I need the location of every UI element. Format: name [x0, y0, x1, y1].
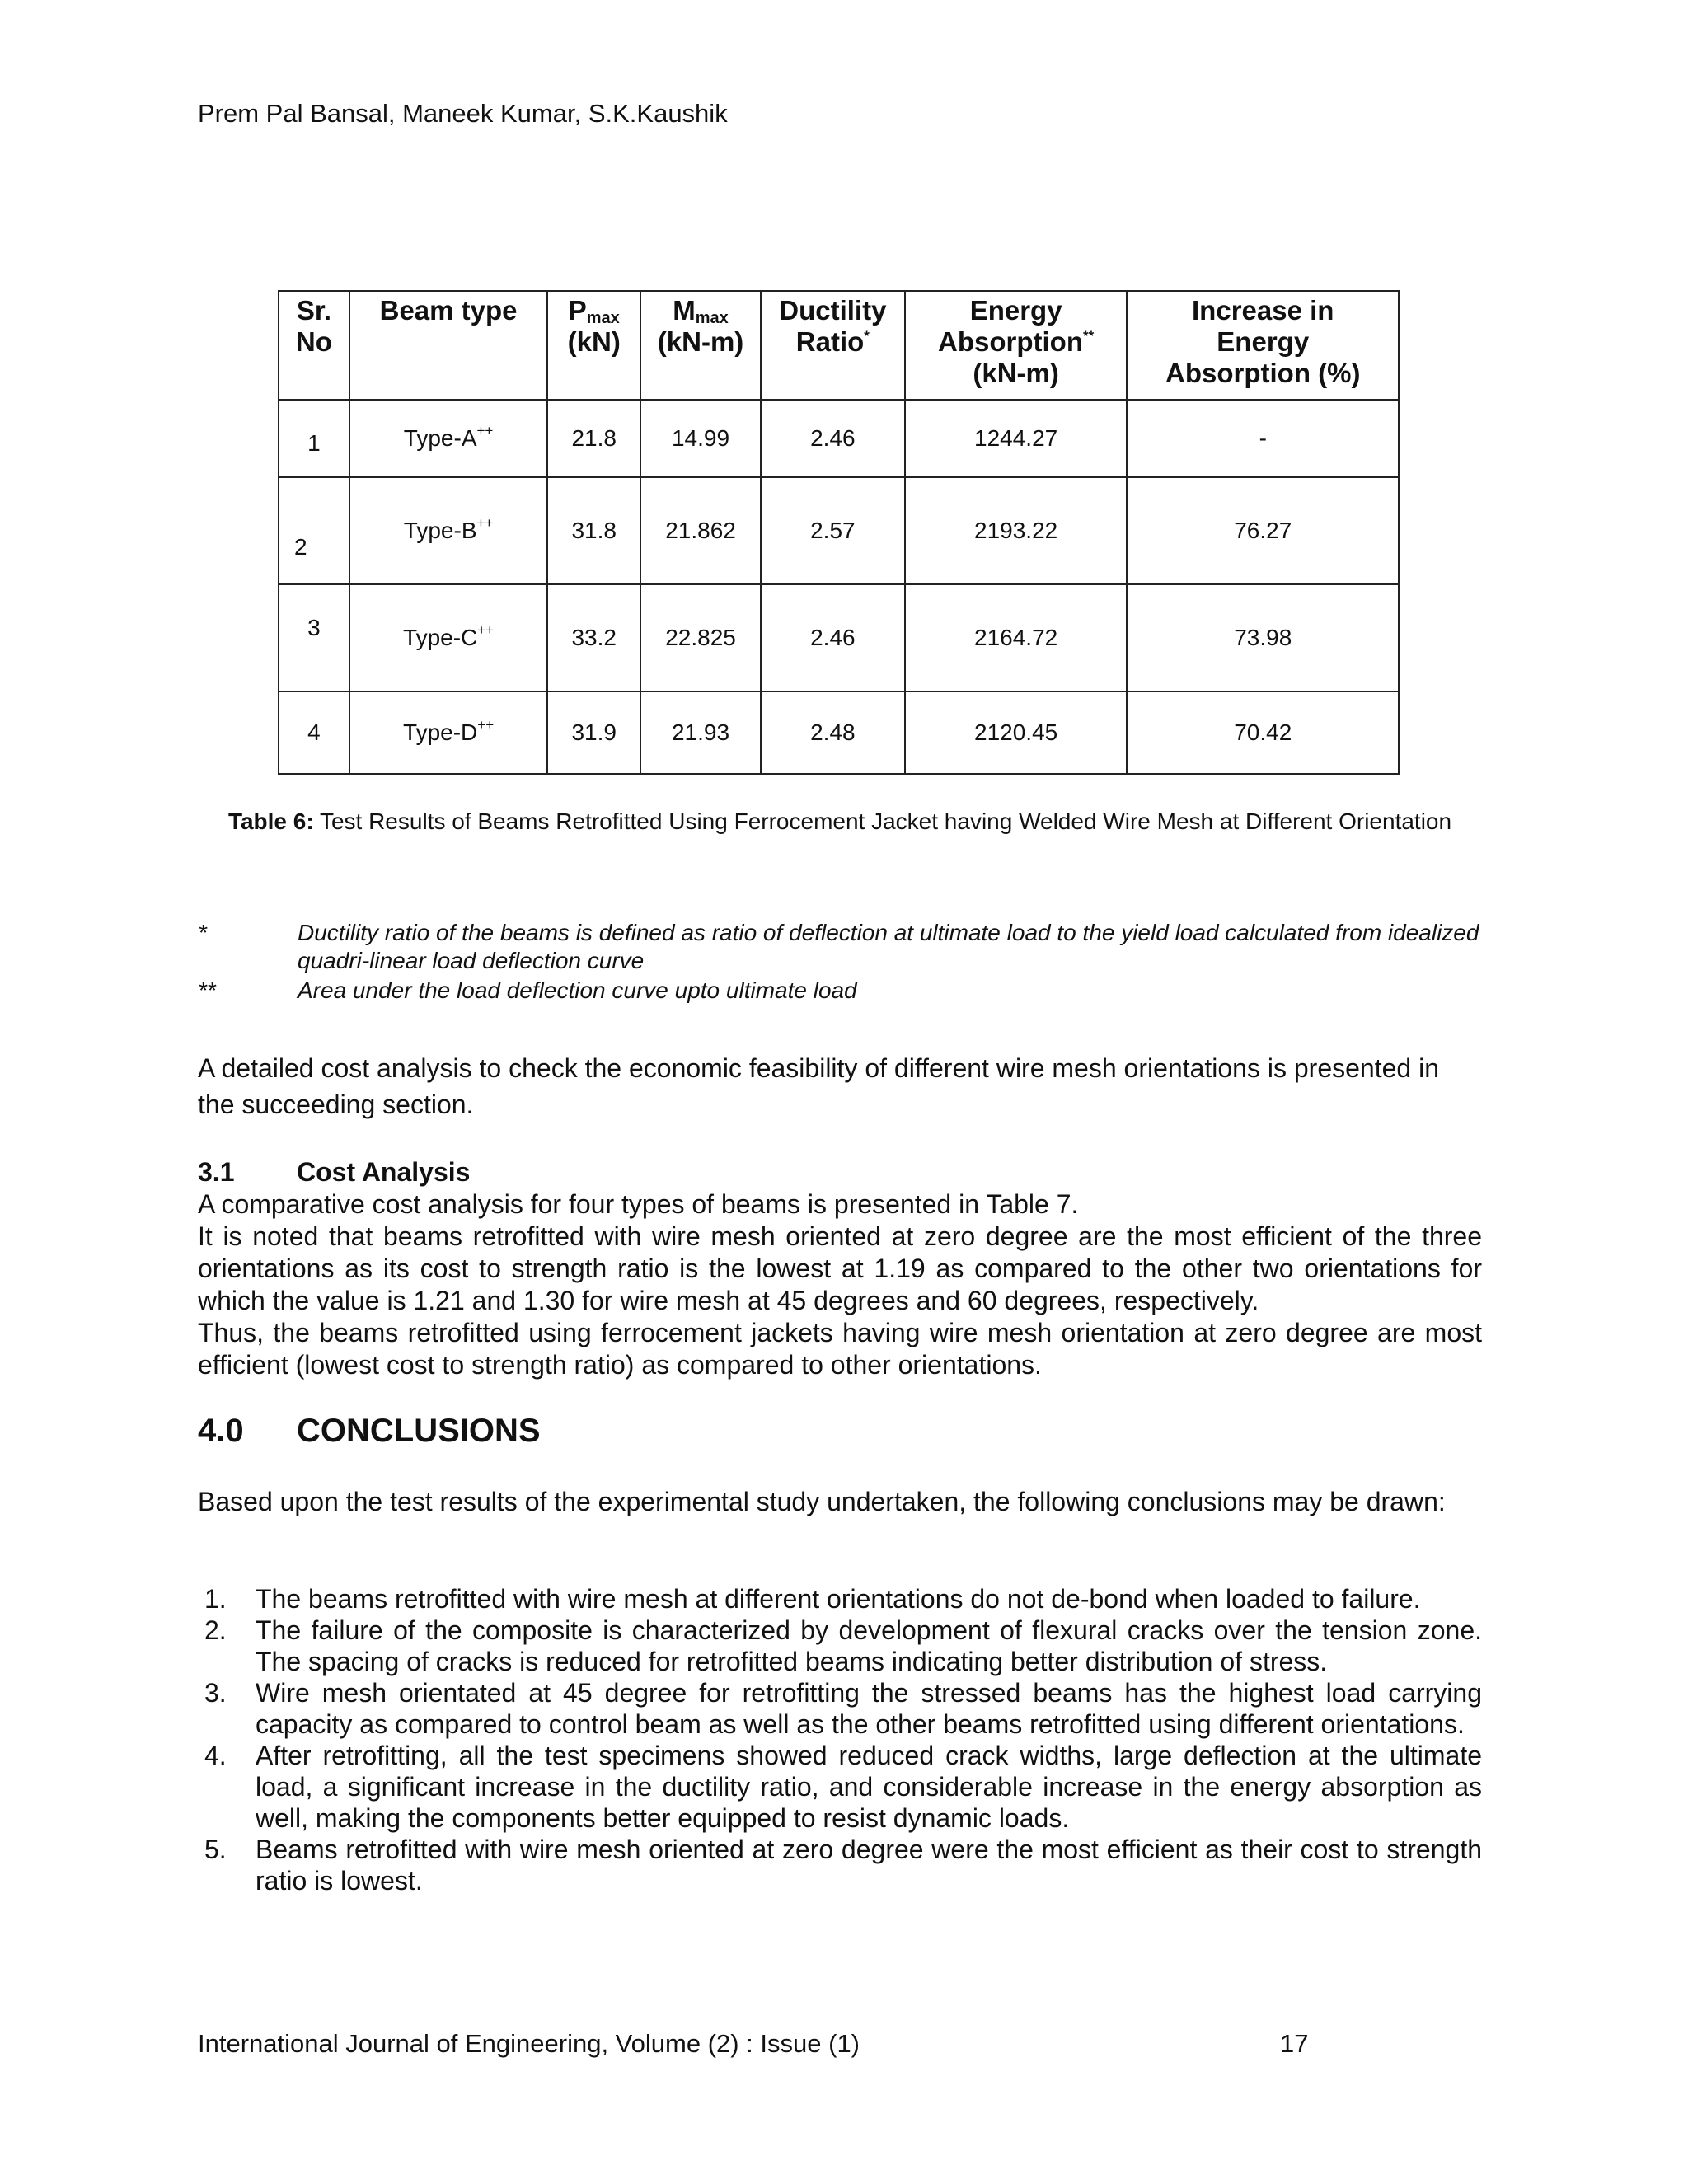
footnote-text: Area under the load deflection curve upto ultimate load — [298, 977, 857, 1003]
list-item: 2. The failure of the composite is characterized by development of flexural cracks over the tension zone. The spacing of cracks is reduced for retrofitted beams indicating better distribution of stress. — [204, 1615, 1482, 1676]
cell-beam-type: Type-C++ — [349, 584, 547, 691]
header-energy-absorption: Energy Absorption** (kN-m) — [905, 291, 1128, 400]
list-item: 1. The beams retrofitted with wire mesh at different orientations do not de-bond when loaded to failure. — [204, 1584, 1421, 1614]
table-caption — [198, 808, 1482, 836]
list-item: 3. Wire mesh orientated at 45 degree for retrofitting the stressed beams has the highest load carrying capacity as compared to control beam as well as the other beams retrofitted using different orientations. — [204, 1678, 1482, 1739]
list-item: 5. Beams retrofitted with wire mesh oriented at zero degree were the most efficient as their cost to strength ratio is lowest. — [204, 1835, 1482, 1896]
cell-increase: - — [1127, 400, 1399, 477]
list-item: 4. After retrofitting, all the test specimens showed reduced crack widths, large deflection at the ultimate load, a significant increase in the ductility ratio, and considerable increase in the energy absorption as well, making the components better equipped to resist dynamic loads. — [204, 1741, 1482, 1833]
header-pmax: $P_{max}$ (kN) — [547, 291, 640, 400]
cell-beam-type: Type-B++ — [349, 477, 547, 584]
cell-pmax: 31.8 — [547, 477, 640, 584]
cost-analysis-paragraph-1: A comparative cost analysis for four types of beams is presented in Table 7. — [198, 1189, 1079, 1219]
conclusions-intro: Based upon the test results of the experimental study undertaken, the following conclusions may be drawn: — [198, 1487, 1446, 1516]
cell-beam-type: Type-D++ — [349, 691, 547, 774]
section-heading-conclusions: 4.0 CONCLUSIONS — [198, 1413, 541, 1449]
cell-sr: 2 — [279, 477, 349, 584]
caption-text: Test Results of Beams Retrofitted Using Ferrocement Jacket having Welded Wire Mesh at Different Orientation — [319, 808, 1452, 834]
cell-mmax: 14.99 — [640, 400, 761, 477]
header-ductility-ratio: Ductility Ratio* — [761, 291, 905, 400]
cell-sr: 1 — [279, 400, 349, 477]
footnote-mark: ** — [198, 977, 216, 1003]
cell-ductility: 2.48 — [761, 691, 905, 774]
footnote-mark: * — [198, 920, 207, 945]
intro-paragraph: A detailed cost analysis to check the economic feasibility of different wire mesh orientations is presented in the succeeding section. — [198, 1053, 1439, 1119]
cost-analysis-paragraph-2: It is noted that beams retrofitted with wire mesh oriented at zero degree are the most efficient of the three orientations as its cost to strength ratio is the lowest at 1.19 as compared to the other two orientations for which the value is 1.21 and 1.30 for wire mesh at 45 degrees and 60 degrees, respectively. — [198, 1221, 1482, 1315]
cell-pmax: 33.2 — [547, 584, 640, 691]
cell-mmax: 22.825 — [640, 584, 761, 691]
section-heading-cost-analysis: 3.1 Cost Analysis — [198, 1157, 471, 1187]
cell-sr: 4 — [279, 691, 349, 774]
running-header-authors: Prem Pal Bansal, Maneek Kumar, S.K.Kaushik — [198, 99, 728, 128]
header-increase-energy: Increase in Energy Absorption (%) — [1127, 291, 1399, 400]
caption-label: Table 6: — [227, 808, 314, 834]
cost-analysis-paragraph-3: Thus, the beams retrofitted using ferrocement jackets having wire mesh orientation at zero degree are most efficient (lowest cost to strength ratio) as compared to other orientations. — [198, 1318, 1482, 1380]
table-row — [279, 691, 1399, 774]
cell-pmax: 21.8 — [547, 400, 640, 477]
cell-ductility: 2.57 — [761, 477, 905, 584]
cell-increase: 70.42 — [1127, 691, 1399, 774]
cell-energy: 2164.72 — [905, 584, 1128, 691]
footnote-text: Ductility ratio of the beams is defined as ratio of deflection at ultimate load to the yield load calculated from idealized quadri-linear load deflection curve — [298, 920, 1479, 973]
cell-pmax: 31.9 — [547, 691, 640, 774]
cell-ductility: 2.46 — [761, 400, 905, 477]
page-number: 17 — [1280, 2029, 1309, 2058]
cell-beam-type: Type-A++ — [349, 400, 547, 477]
header-sr-no: Sr. No — [279, 291, 349, 400]
footer-journal: International Journal of Engineering, Volume (2) : Issue (1) — [198, 2029, 860, 2058]
cell-sr: 3 — [279, 584, 349, 691]
table-row — [279, 477, 1399, 584]
header-beam-type: Beam type — [349, 291, 547, 400]
results-table — [278, 290, 1400, 775]
table-header-row — [279, 291, 1399, 400]
cell-mmax: 21.93 — [640, 691, 761, 774]
table-row — [279, 400, 1399, 477]
cell-increase: 76.27 — [1127, 477, 1399, 584]
conclusions-list — [198, 1583, 1482, 1896]
header-mmax: $M_{max}$ (kN-m) — [640, 291, 761, 400]
cell-ductility: 2.46 — [761, 584, 905, 691]
cell-mmax: 21.862 — [640, 477, 761, 584]
cell-energy: 1244.27 — [905, 400, 1128, 477]
cell-energy: 2120.45 — [905, 691, 1128, 774]
table-row — [279, 584, 1399, 691]
cell-energy: 2193.22 — [905, 477, 1128, 584]
cell-increase: 73.98 — [1127, 584, 1399, 691]
